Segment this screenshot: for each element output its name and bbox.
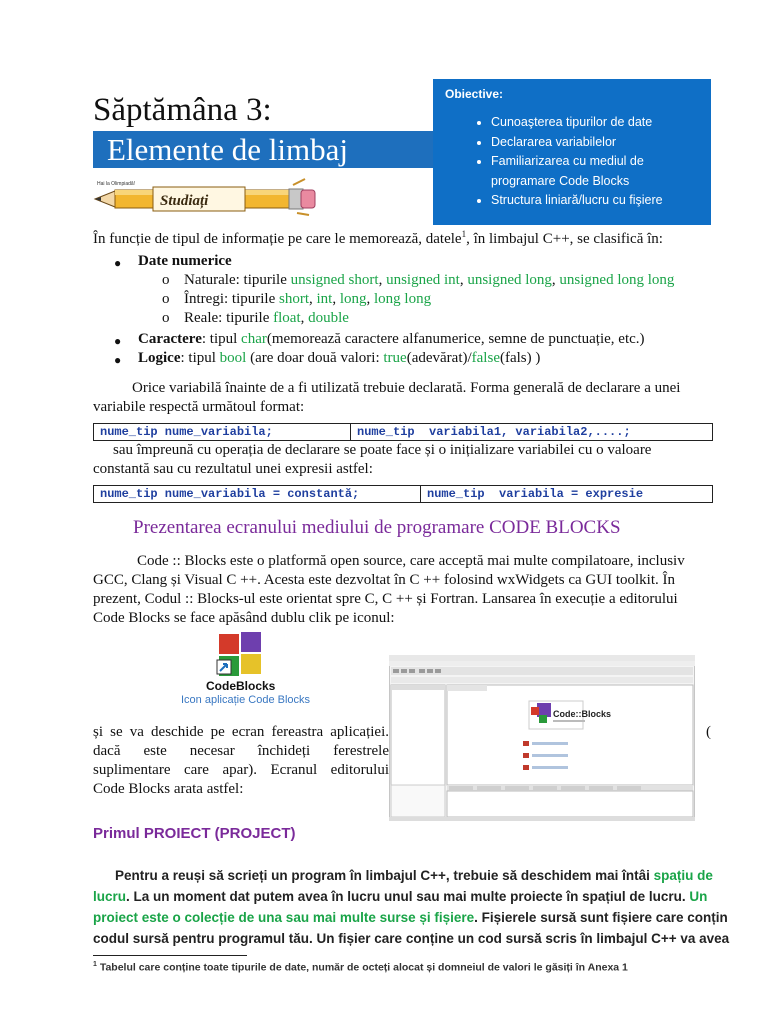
bullet-icon: ● xyxy=(114,353,122,367)
code-cell: nume_tip nume_variabila = constantă; xyxy=(94,486,421,502)
code-box-initialization xyxy=(93,485,713,503)
window-text-paren: ( xyxy=(706,724,711,740)
objective-item: • Familiarizarea cu mediul de programare Code Blocks xyxy=(491,152,711,191)
declaration-text-line1: Orice variabilă înainte de a fi utilizată trebuie declarată. Forma generală de declarare a unei xyxy=(132,380,681,396)
window-text-line2: dacă este necesar închideți ferestrele xyxy=(93,743,389,759)
codeblocks-app-icon xyxy=(215,630,265,678)
initialization-text-line1: sau împreună cu operația de declarare se poate face și o inițializare variabilei cu o valoare xyxy=(113,442,652,458)
code-cell: nume_tip variabila1, variabila2,....; xyxy=(357,425,631,439)
circle-bullet-icon: o xyxy=(162,291,170,307)
objectives-list xyxy=(433,113,711,211)
project-paragraph: Pentru a reuși să scrieți un program în limbajul C++, trebuie să deschidem mai întâi spațiu de lucru. La un moment dat putem avea în lucru unul sau mai multe proiecte în spațiul de lucru. Un proiect este o colecție de una sau mai multe surse și fișiere. Fișierele sursă sunt fișiere care conțin codul sursă pentru programul tău. Un fișier care conține un cod sursă scris în limbajul C++ va avea xyxy=(93,868,730,946)
objectives-title: Obiective: xyxy=(445,87,504,101)
circle-bullet-icon: o xyxy=(162,310,170,326)
window-text-line4: Code Blocks arata astfel: xyxy=(93,781,244,797)
section-heading: Prezentarea ecranului mediului de programare CODE BLOCKS xyxy=(133,517,621,538)
codeblocks-window-screenshot xyxy=(389,655,695,821)
logo-caption: Studiați xyxy=(160,193,209,209)
topic-title: Elemente de limbaj xyxy=(93,131,434,168)
code-box-declaration xyxy=(93,423,713,441)
initialization-text-line2: constantă sau cu rezultatul unei expresii astfel: xyxy=(93,461,373,477)
footnote-divider xyxy=(93,955,247,956)
bullet-icon: ● xyxy=(114,334,122,348)
logo-small-text: Hai la Olimpiadă! xyxy=(97,181,136,187)
objectives-box xyxy=(433,79,711,225)
objective-item: • Structura liniară/lucru cu fişiere xyxy=(491,191,711,211)
window-text-line3: suplimentare care apar). Ecranul editorului xyxy=(93,762,389,778)
icon-label: CodeBlocks xyxy=(206,679,276,693)
codeblocks-description: Code :: Blocks este o platformă open source, care acceptă mai multe compilatoare, inclusiv GCC, Clang și Visual C ++. Acesta este dezvoltat în C ++ folosind wxWidgets ca GUI toolkit. În prezent, Codul :: Blocks-ul este orientat spre C, C ++ și Fortran. Lansarea în execuție a editorului Code Blocks se face apăsând dublu clik pe iconul: xyxy=(93,553,685,626)
footnote: $^1$ Tabelul care conține toate tipurile de date, număr de octeți alocat și domneiul de valori le găsiți în Anexa 1 xyxy=(93,961,628,974)
logic-type-line: Logice: tipul bool (are doar două valori: true(adevărat)/false(fals) ) xyxy=(138,350,541,366)
circle-bullet-icon: o xyxy=(162,272,170,288)
bullet-icon: ● xyxy=(114,256,122,270)
icon-caption: Icon aplicație Code Blocks xyxy=(181,694,311,706)
screen-logo-text: Code::Blocks xyxy=(553,709,612,719)
week-title: Săptămâna 3: xyxy=(93,92,272,128)
footnote-ref: 1 xyxy=(461,229,467,239)
intro-paragraph: În funcție de tipul de informație pe care le memorează, datele$^1$, în limbajul C++, se clasifică în: xyxy=(93,229,663,247)
integer-types-line: Întregi: tipurile short, int, long, long long xyxy=(184,291,432,307)
declaration-text-line2: variabile respectă următoul format: xyxy=(93,399,305,415)
objective-item: • Cunoaşterea tipurilor de date xyxy=(491,113,711,133)
code-cell: nume_tip nume_variabila; xyxy=(94,424,351,440)
char-type-line: Caractere: tipul char(memorează caractere alfanumerice, semne de punctuație, etc.) xyxy=(138,331,645,347)
natural-types-line: Naturale: tipurile unsigned short, unsigned int, unsigned long, unsigned long long xyxy=(184,272,675,288)
window-text-line1: și se va deschide pe ecran fereastra aplicației. xyxy=(93,724,389,740)
project-heading: Primul PROIECT (PROJECT) xyxy=(93,825,296,842)
real-types-line: Reale: tipurile float, double xyxy=(184,310,349,326)
pencil-logo-icon xyxy=(93,175,319,217)
objective-item: • Declararea variabilelor xyxy=(491,133,711,153)
code-cell: nume_tip variabila = expresie xyxy=(427,487,644,501)
numeric-types-label: Date numerice xyxy=(138,253,232,269)
